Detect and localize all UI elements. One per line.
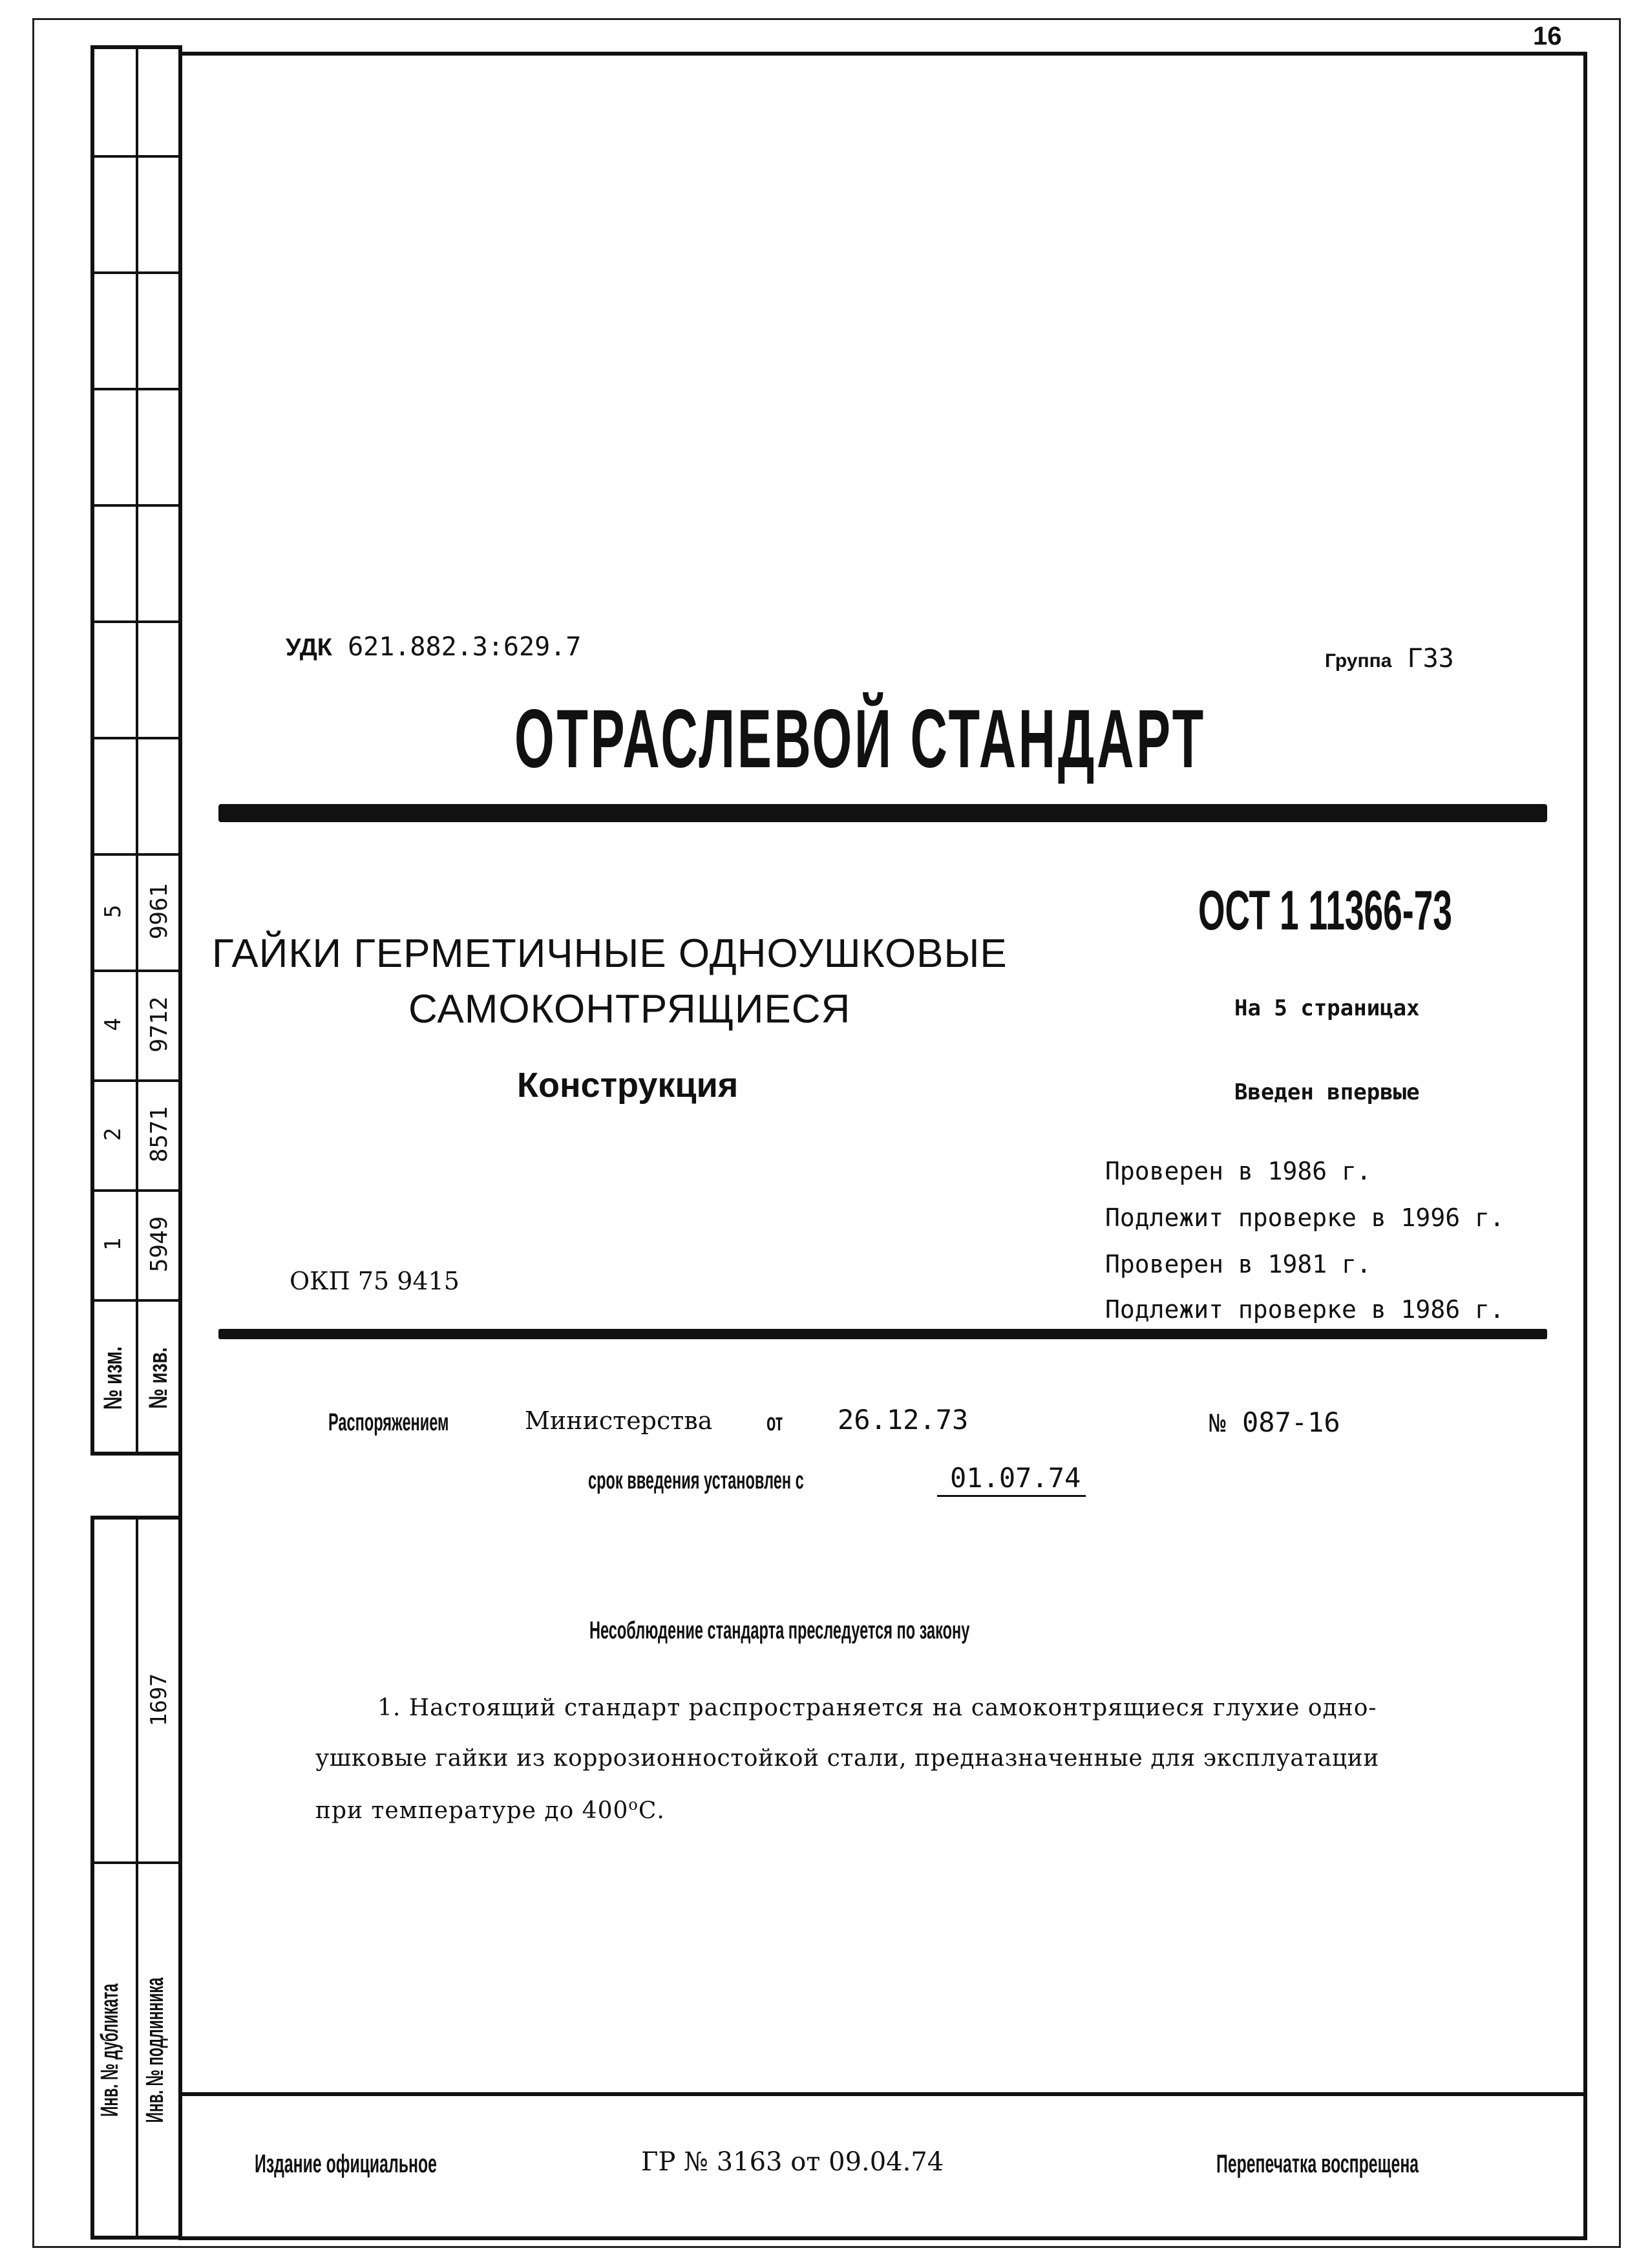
row-line xyxy=(90,271,182,274)
inventory-table-divider xyxy=(136,1516,138,2240)
duplicate-label: Инв. № дубликата xyxy=(96,1984,123,2117)
footer-registration: ГР № 3163 от 09.04.74 xyxy=(641,2147,944,2177)
term-label: срок введения установлен с xyxy=(588,1467,804,1494)
group-line xyxy=(1325,644,1454,673)
info-rule xyxy=(218,1329,1547,1339)
check-line: Подлежит проверке в 1986 г. xyxy=(1105,1295,1505,1324)
introduced-note: Введен впервые xyxy=(1234,1079,1420,1105)
main-frame xyxy=(178,52,1587,2240)
change-doc: 8571 xyxy=(146,1106,173,1163)
standard-number: ОСТ 1 11366-73 xyxy=(1198,880,1452,942)
group-value: Г33 xyxy=(1407,644,1454,673)
degree-mark: o xyxy=(628,1796,639,1814)
udk-value: 621.882.3:629.7 xyxy=(348,632,582,662)
row-line xyxy=(90,1861,182,1864)
change-num: 5 xyxy=(100,904,126,918)
group-label: Группа xyxy=(1325,650,1392,672)
legal-warning: Несоблюдение стандарта преследуется по закону xyxy=(589,1617,970,1644)
revision-table-divider xyxy=(136,45,138,1456)
row-line xyxy=(90,620,182,623)
decree-ministry: Министерства xyxy=(525,1406,713,1435)
row-line xyxy=(90,1079,182,1082)
change-num: 1 xyxy=(100,1237,126,1251)
okp-code: ОКП 75 9415 xyxy=(290,1267,460,1295)
term-date: 01.07.74 xyxy=(937,1462,1086,1497)
decree-from-label: от xyxy=(766,1409,783,1436)
row-line xyxy=(90,155,182,158)
change-doc: 9712 xyxy=(146,996,173,1053)
udk-label: УДК xyxy=(286,634,332,661)
standard-name-line2: САМОКОНТРЯЩИЕСЯ xyxy=(408,987,851,1032)
row-line xyxy=(90,504,182,507)
check-line: Подлежит проверке в 1996 г. xyxy=(1105,1203,1505,1232)
standard-subtitle: Конструкция xyxy=(517,1066,739,1105)
body-line3-unit: С. xyxy=(638,1797,665,1824)
row-line xyxy=(90,1299,182,1302)
row-line xyxy=(90,1189,182,1192)
footer-official: Издание официальное xyxy=(255,2150,437,2178)
footer-reprint: Перепечатка воспрещена xyxy=(1216,2150,1419,2178)
page-number: 16 xyxy=(1533,22,1562,50)
row-line xyxy=(90,853,182,856)
standard-name-line1: ГАЙКИ ГЕРМЕТИЧНЫЕ ОДНОУШКОВЫЕ xyxy=(212,931,1008,976)
footer-divider xyxy=(178,2092,1587,2096)
row-line xyxy=(90,388,182,390)
change-doc: 9961 xyxy=(146,883,173,940)
document-title: ОТРАСЛЕВОЙ СТАНДАРТ xyxy=(514,693,1206,785)
inventory-number: 1697 xyxy=(146,1673,172,1726)
original-label: Инв. № подлинника xyxy=(142,1977,169,2123)
decree-number-label: № xyxy=(1209,1409,1227,1437)
decree-date: 26.12.73 xyxy=(838,1404,969,1436)
decree-label: Распоряжением xyxy=(328,1409,449,1436)
check-line: Проверен в 1986 г. xyxy=(1105,1157,1371,1185)
body-line: 1. Настоящий стандарт распространяется на самоконтрящиеся глухие одно- xyxy=(377,1695,1377,1721)
change-num: 2 xyxy=(100,1127,126,1141)
body-line xyxy=(315,1796,665,1824)
title-rule xyxy=(218,804,1547,822)
pages-count: На 5 страницах xyxy=(1234,995,1420,1021)
row-line xyxy=(90,970,182,972)
row-line xyxy=(90,737,182,739)
check-line: Проверен в 1981 г. xyxy=(1105,1250,1371,1278)
decree-number: 087-16 xyxy=(1242,1406,1340,1438)
body-line3-text: при температуре до 400 xyxy=(315,1797,629,1824)
change-num: 4 xyxy=(100,1017,126,1032)
doc-label: № изв. xyxy=(144,1347,173,1409)
body-line: ушковые гайки из коррозионностойкой стали, предназначенные для эксплуатации xyxy=(315,1745,1379,1772)
udk-line xyxy=(286,632,581,662)
change-doc: 5949 xyxy=(146,1216,173,1273)
change-label: № изм. xyxy=(99,1346,127,1410)
